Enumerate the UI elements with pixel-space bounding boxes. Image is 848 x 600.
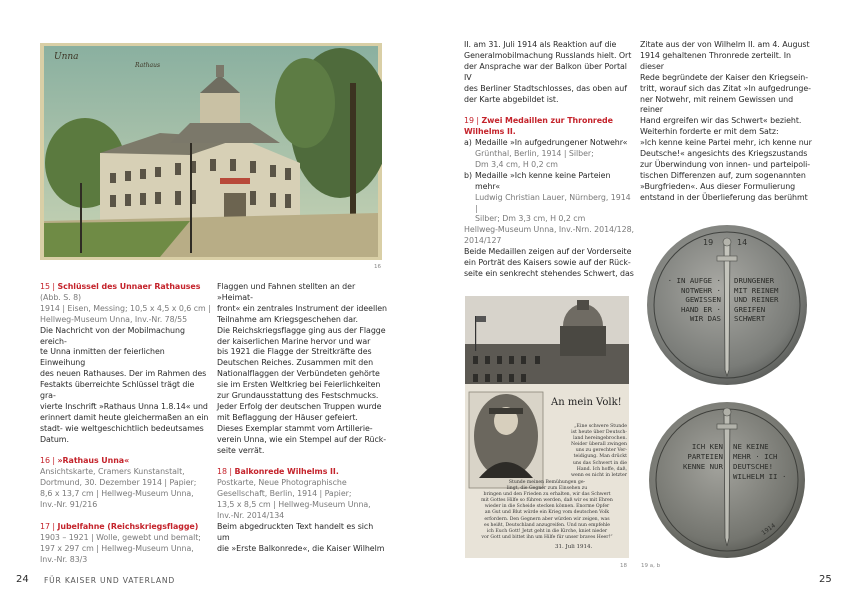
photo-caption-number: 16 [374, 264, 381, 270]
meta-line: Hellweg-Museum Unna, Inv.-Nrn. 2014/128, [464, 225, 635, 235]
inscription-line: WILHELM II · [733, 472, 787, 481]
meta-line: Inv.-Nr. 91/216 [40, 500, 98, 510]
entry-15-title: Schlüssel des Unnaer Rathauses [57, 282, 201, 291]
postcard-date: 31. Juli 1914. [555, 544, 593, 550]
postcard-text-block-wide [469, 480, 625, 541]
body-line: entstand in der Überlieferung das berühmt [640, 192, 808, 202]
body-line: ner Notwehr, mit reinem Gewissen und reiner [640, 94, 794, 115]
item-b-title-line-2: mehr« [475, 181, 501, 191]
inscription-line: PARTEIEN [687, 452, 723, 461]
body-line: Dieses Exemplar stammt vom Artillerie- [217, 423, 373, 433]
body-line: Die Reichskriegsflagge ging aus der Flagge [217, 325, 386, 335]
postcard-line: teidigung. Man drückt [573, 454, 627, 460]
balcony-speech-postcard [465, 296, 629, 558]
body-line: der Karte abgebildet ist. [464, 94, 559, 104]
body-line: Jeder Erfolg der deutschen Truppen wurde [217, 401, 382, 411]
body-line: Datum. [40, 434, 69, 444]
right-column-1 [464, 40, 634, 280]
body-line: ein Porträt des Kaisers sowie auf der Rück- [464, 258, 631, 268]
body-line: zur Grundausstattung des Festschmucks. [217, 391, 379, 401]
postcard-line: bringen und den Frieden zu erhalten, wir das Schwert [483, 492, 611, 498]
postcard-line: uns zu gerechter Ver- [575, 448, 627, 454]
left-column-1 [40, 282, 212, 566]
postcard-line: vor Gott und bittet ihn um Hilfe für unser braves Heer!“ [481, 534, 613, 540]
entry-15-number: 15 [40, 282, 50, 291]
postcard-line: wieder in die Scheide stecken können. Enorme Opfer [484, 504, 610, 510]
body-line: zur Überwindung von innen- und parteipoli- [640, 159, 811, 169]
right-column-2 [640, 40, 812, 204]
inscription-line: KENNE NUR [682, 462, 723, 471]
postcard-city-label: Unna [54, 52, 79, 62]
entry-16-heading: 16 | »Rathaus Unna« [40, 456, 130, 466]
inscription-line: NE KEINE [733, 442, 769, 451]
meta-line: Ansichtskarte, Cramers Kunstanstalt, [40, 467, 185, 477]
body-line: Beide Medaillen zeigen auf der Vorderseite [464, 247, 632, 257]
postcard-line: an Gut und Blut würde ein Krieg vom deutschen Volk [484, 510, 610, 516]
entry-18-title: Balkonrede Wilhelms II. [234, 467, 339, 477]
body-line: seite ein senkrecht stehendes Schwert, das [464, 269, 634, 279]
entry-18-number: 18 [217, 467, 227, 477]
postcard-line: uns das Schwert in die [572, 460, 627, 466]
body-line: die »Erste Balkonrede«, die Kaiser Wilhelm [217, 543, 385, 553]
entry-17-number: 17 [40, 521, 50, 531]
inscription-line: HAND ER · [680, 304, 721, 314]
body-line: seite verrät. [217, 445, 265, 455]
body-line: Teilnahme am Kriegsgeschehen dar. [217, 314, 358, 324]
postcard-line: ist heute über Deutsch- [571, 430, 627, 436]
body-line: verein Unna, wie ein Stempel auf der Rück- [217, 434, 387, 444]
body-line: 1914 gehaltenen Thronrede zerteilt. In dieser [640, 50, 791, 71]
body-line: stadt- wie weltgeschichtlich bedeutsames [40, 423, 204, 433]
body-line: vierte Inschrift »Rathaus Unna 1.8.14« und [40, 401, 208, 411]
body-line: bis 1921 die Flagge der Streitkräfte des [217, 347, 372, 357]
postcard-sign-label: Rathaus [135, 62, 161, 69]
body-line: Zitate aus der von Wilhelm II. am 4. August [640, 40, 810, 49]
meta-line: Gesellschaft, Berlin, 1914 | Papier; [217, 489, 352, 499]
body-line: Hand ergreifen wir das Schwert« bezieht. [640, 116, 802, 126]
entry-17-heading: 17 | Jubelfahne (Reichskriegsflagge) [40, 521, 199, 531]
meta-line: Dm 3,4 cm, H 0,2 cm [475, 159, 558, 169]
right-page [424, 0, 848, 600]
entry-15-heading: 15 | Schlüssel des Unnaer Rathauses [40, 282, 201, 291]
meta-line: 13,5 x 8,5 cm | Hellweg-Museum Unna, [217, 500, 371, 510]
postcard-line: mit Gottes Hilfe so führen werden, daß wir es mit Ehren [481, 498, 613, 504]
entry-19-title-line-2: Wilhelms II. [464, 127, 516, 137]
body-line: Deutschen Reiches. Zusammen mit den [217, 358, 374, 368]
medal-b-inscription-left [659, 442, 723, 472]
postcard-line: Stunde meinen Bemühungen ge- [508, 480, 586, 485]
body-line: II. am 31. Juli 1914 als Reaktion auf die [464, 40, 617, 49]
body-line: Generalmobilmachung Russlands hielt. Ort [464, 50, 632, 60]
entry-15-ref: (Abb. S. 8) [40, 292, 82, 302]
inscription-line: UND REINER [734, 295, 779, 305]
postcard-line: Hand. Ich hoffe, daß, [576, 466, 627, 472]
body-line: Flaggen und Fahnen stellten an der »Heimat- [217, 282, 356, 302]
item-a-title: Medaille »In aufgedrungener Notwehr« [475, 138, 628, 148]
inscription-line: DEUTSCHE! [733, 462, 774, 471]
meta-line: 2014/127 [464, 236, 502, 246]
body-line: sie im Ersten Weltkrieg bei Feierlichkeiten [217, 380, 381, 390]
meta-line: 197 x 297 cm | Hellweg-Museum Unna, [40, 543, 194, 553]
medal-a [641, 220, 813, 390]
entry-19-title: Zwei Medaillen zur Thronrede [481, 116, 613, 126]
postcard-line: es heißt, Deutschland anzugreifen. Und nun empfehle [483, 522, 611, 528]
body-line: Festakts überreichte Schlüssel trägt die gra- [40, 380, 195, 401]
postcard-title: An mein Volk! [551, 397, 622, 408]
medal-a-year-right: 14 [737, 238, 748, 247]
entry-18-heading: 18 | Balkonrede Wilhelms II. [217, 467, 339, 477]
item-a [464, 138, 634, 149]
meta-line: Dortmund, 30. Dezember 1914 | Papier; [40, 478, 197, 488]
entry-19-number: 19 [464, 116, 474, 126]
body-line: »Ich kenne keine Partei mehr, ich kenne nur [640, 138, 812, 148]
body-line: tischen Differenzen auf, zum sogenannten [640, 170, 806, 180]
inscription-line: WIR DAS [689, 314, 721, 324]
body-line: der Ansprache war der Balkon über Portal IV [464, 61, 627, 82]
entry-19-heading: 19 | Zwei Medaillen zur Thronrede [464, 116, 613, 126]
postcard-line: erfordern. Den Gegnern aber würden wir zeigen, was [484, 516, 610, 522]
item-b-key: b) [464, 170, 472, 180]
postcard-text-block [541, 424, 627, 479]
body-line: tritt, worauf sich das Zitat »In aufgedrunge- [640, 83, 811, 93]
body-line: »Burgfrieden«. Aus dieser Formulierung [640, 181, 796, 191]
body-line: Nationalflaggen der Verbündeten gehörte [217, 369, 380, 379]
body-line: des Berliner Stadtschlosses, das oben auf [464, 83, 627, 93]
body-line: Weiterhin forderte er mit dem Satz: [640, 127, 779, 137]
medal-a-year-left: 19 [703, 238, 714, 247]
medal-b [641, 398, 813, 561]
meta-line: Inv.-Nr. 83/3 [40, 554, 88, 564]
body-line: Die Nachricht von der Mobilmachung ereich- [40, 325, 185, 346]
meta-line: 8,6 x 13,7 cm | Hellweg-Museum Unna, [40, 489, 194, 499]
body-line: der kaiserlichen Marine hervor und war [217, 336, 371, 346]
left-column-2 [217, 282, 387, 555]
body-line: erinnert damit heute gleichermaßen an ein [40, 412, 209, 422]
postcard-line: „Eine schwere Stunde [574, 424, 627, 429]
meta-line: Inv.-Nr. 2014/134 [217, 511, 285, 521]
inscription-line: GREIFEN [734, 304, 766, 314]
item-a-key: a) [464, 138, 472, 148]
meta-line: Ludwig Christian Lauer, Nürnberg, 1914 | [475, 192, 631, 213]
medal-b-inscription-right [733, 442, 799, 482]
medal-caption: 19 a, b [641, 563, 661, 569]
body-line: Beim abgedruckten Text handelt es sich um [217, 521, 374, 542]
entry-17-title: Jubelfahne (Reichskriegsflagge) [57, 521, 199, 531]
postcard-caption-number: 18 [620, 563, 627, 569]
postcard-line: Neider überall zwingen [571, 442, 627, 448]
inscription-line: ICH KEN [691, 442, 723, 451]
meta-line: Silber; Dm 3,3 cm, H 0,2 cm [475, 214, 586, 224]
medal-a-inscription-left [663, 276, 721, 324]
meta-line: 1903 – 1921 | Wolle, gewebt und bemalt; [40, 532, 201, 542]
inscription-line: · IN AUFGE · [667, 276, 721, 285]
postcard-line: land hereingebrochen. [573, 436, 627, 442]
meta-line: Grünthal, Berlin, 1914 | Silber; [475, 149, 594, 159]
running-title: FÜR KAISER UND VATERLAND [44, 576, 176, 585]
inscription-line: GEWISSEN [685, 295, 721, 305]
entry-15-meta-1: 1914 | Eisen, Messing; 10,5 x 4,5 x 0,6 cm | [40, 303, 211, 313]
item-b [464, 171, 634, 182]
inscription-line: SCHWERT [734, 314, 766, 324]
inscription-line: NOTWEHR · [680, 285, 721, 295]
medal-a-inscription-right [734, 276, 796, 324]
postcard-line: lingt, die Gegner zum Einsehen zu [506, 486, 588, 492]
entry-15-meta-2: Hellweg-Museum Unna, Inv.-Nr. 78/55 [40, 314, 188, 324]
postcard-line: ich Euch Gott! Jetzt geht in die Kirche, kniet nieder [486, 528, 608, 534]
body-line: des neuen Rathauses. Der im Rahmen des [40, 369, 207, 379]
entry-16-number: 16 [40, 456, 50, 466]
postcard-line: wenn es nicht in letzter [570, 472, 627, 478]
body-line: mit Beflaggung der Häuser gefeiert. [217, 412, 358, 422]
inscription-line: DRUNGENER [734, 276, 775, 285]
meta-line: Postkarte, Neue Photographische [217, 478, 347, 488]
body-line: te Unna inmitten der feierlichen Einweihung [40, 347, 165, 368]
rathaus-postcard-photo [40, 43, 382, 260]
entry-16-title: »Rathaus Unna« [57, 456, 130, 466]
medal-b-year: 1914 [760, 522, 777, 537]
left-page-number: 24 [16, 574, 29, 585]
inscription-line: MIT REINEM [734, 285, 779, 295]
body-line: Deutsche!« angesichts des Kriegszustands [640, 149, 808, 159]
right-page-number: 25 [819, 574, 832, 585]
item-b-title: Medaille »Ich kenne keine Parteien [475, 170, 611, 180]
body-line: front« ein zentrales Instrument der ideellen [217, 303, 387, 313]
body-line: Rede begründete der Kaiser den Kriegsein- [640, 72, 808, 82]
inscription-line: MEHR · ICH [733, 452, 778, 461]
